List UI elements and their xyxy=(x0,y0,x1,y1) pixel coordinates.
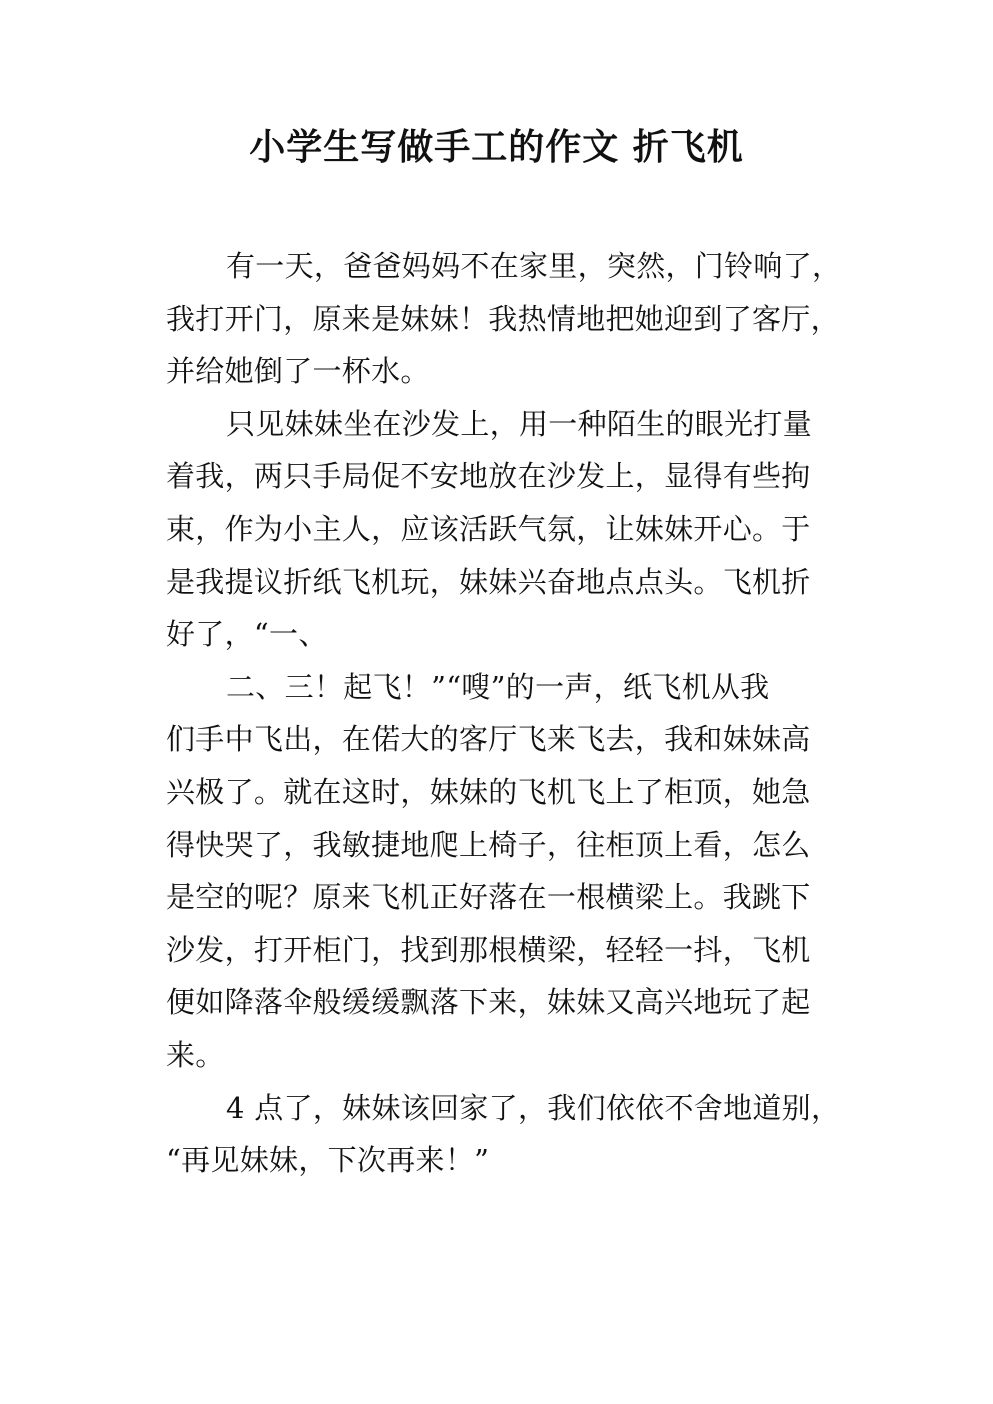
text-line: 沙发，打开柜门，找到那根横梁，轻轻一抖，飞机 xyxy=(166,932,811,967)
text-line: 并给她倒了一杯水。 xyxy=(166,354,430,389)
essay-title: 小学生写做手工的作文 折飞机 xyxy=(249,127,744,168)
text-line: 着我，两只手局促不安地放在沙发上，显得有些拘 xyxy=(166,459,811,494)
text-line: 我打开门，原来是妹妹！我热情地把她迎到了客厅， xyxy=(166,301,840,336)
text-line: 是空的呢？原来飞机正好落在一根横梁上。我跳下 xyxy=(166,880,811,915)
text-line: 二、三！起飞！”“嗖”的一声，纸飞机从我 xyxy=(226,669,770,704)
text-line: 便如降落伞般缓缓飘落下来，妹妹又高兴地玩了起 xyxy=(166,985,811,1020)
text-line: 兴极了。就在这时，妹妹的飞机飞上了柜顶，她急 xyxy=(166,774,811,809)
text-line: 来。 xyxy=(166,1037,225,1072)
text-line: 4 点了，妹妹该回家了，我们依依不舍地道别， xyxy=(226,1090,841,1125)
text-line: 束，作为小主人，应该活跃气氛，让妹妹开心。于 xyxy=(166,511,811,546)
text-line: 们手中飞出，在偌大的客厅飞来飞去，我和妹妹高 xyxy=(166,722,811,757)
text-line: 好了，“一、 xyxy=(166,617,328,652)
text-line: 只见妹妹坐在沙发上，用一种陌生的眼光打量 xyxy=(226,406,813,441)
text-line: “再见妹妹，下次再来！” xyxy=(166,1143,490,1178)
text-line: 有一天，爸爸妈妈不在家里，突然，门铃响了， xyxy=(226,249,842,283)
text-line: 得快哭了，我敏捷地爬上椅子，往柜顶上看，怎么 xyxy=(166,827,811,862)
text-line: 是我提议折纸飞机玩，妹妹兴奋地点点头。飞机折 xyxy=(166,564,811,599)
essay-body xyxy=(166,240,842,1187)
